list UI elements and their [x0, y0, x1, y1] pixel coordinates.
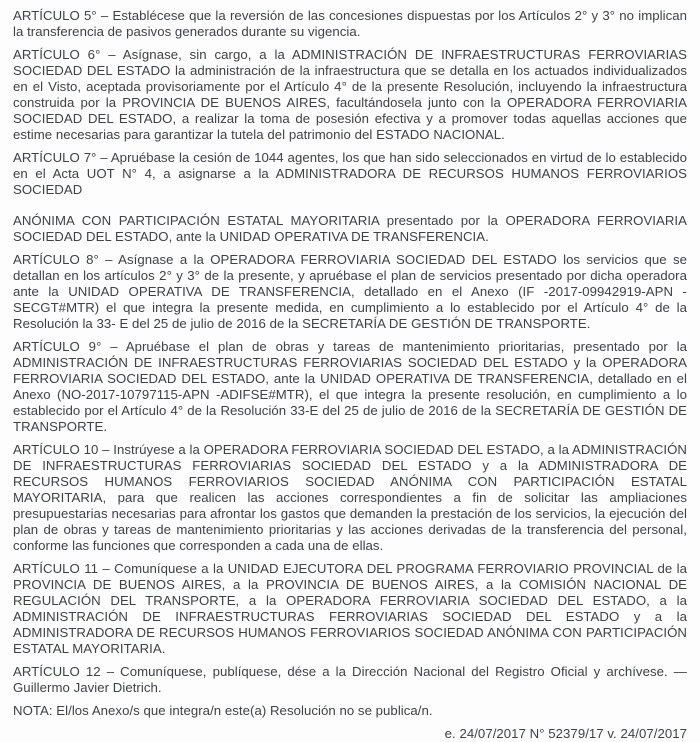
- paragraph-articulo-9: ARTÍCULO 9° – Apruébase el plan de obras y tareas de mantenimiento prioritarias, presentado por la ADMINISTRACIÓN DE INFRAESTRUCTURAS FERROVIARIAS SOCIEDAD DEL ESTADO y la OPERADORA FERROVIARIA SOCIEDAD DEL ESTADO, ante la UNIDAD OPERATIVA DE TRANSFERENCIA, detallado en el Anexo (NO-2017-10797115-APN -ADIFSE#MTR), el que integra la presente resolución, en cumplimiento a lo establecido por el Artículo 4° de la Resolución 33-E del 25 de julio de 2016 de la SECRETARÍA DE GESTIÓN DE TRANSPORTE.: [13, 339, 687, 434]
- paragraph-articulo-8: ARTÍCULO 8° – Asígnase a la OPERADORA FERROVIARIA SOCIEDAD DEL ESTADO los servicios que se detallan en los artículos 2° y 3° de la presente, y apruébase el plan de servicios presentado por dicha operadora ante la UNIDAD OPERATIVA DE TRANSFERENCIA, detallado en el Anexo (IF -2017-09942919-APN -SECGT#MTR) el que integra la presente medida, en cumplimiento a lo establecido por el Artículo 4° de la Resolución la 33- E del 25 de julio de 2016 de la SECRETARÍA DE GESTIÓN DE TRANSPORTE.: [13, 252, 687, 331]
- paragraph-articulo-10: ARTÍCULO 10 – Instrúyese a la OPERADORA FERROVIARIA SOCIEDAD DEL ESTADO, a la ADMINISTRACIÓN DE INFRAESTRUCTURAS FERROVIARIAS SOCIEDAD DEL ESTADO y a la ADMINISTRADORA DE RECURSOS HUMANOS FERROVIARIOS SOCIEDAD ANÓNIMA CON PARTICIPACIÓN ESTATAL MAYORITARIA, para que realicen las acciones correspondientes a fin de solicitar las ampliaciones presupuestarias necesarias para afrontar los gastos que demanden la prestación de los servicios, la ejecución del plan de obras y tareas de mantenimiento prioritarias y las acciones derivadas de la transferencia del personal, conforme las funciones que corresponden a cada una de ellas.: [13, 442, 687, 553]
- paragraph-articulo-5: ARTÍCULO 5° – Establécese que la reversión de las concesiones dispuestas por los Artículos 2° y 3° no implican la transferencia de pasivos generados durante su vigencia.: [13, 8, 687, 39]
- paragraph-articulo-11: ARTÍCULO 11 – Comuníquese a la UNIDAD EJECUTORA DEL PROGRAMA FERROVIARIO PROVINCIAL de la PROVINCIA DE BUENOS AIRES, a la PROVINCIA DE BUENOS AIRES, a la COMISIÓN NACIONAL DE REGULACIÓN DEL TRANSPORTE, a la OPERADORA FERROVIARIA SOCIEDAD DEL ESTADO, a la ADMINISTRACIÓN DE INFRAESTRUCTURAS FERROVIARIAS SOCIEDAD DEL ESTADO y a la ADMINISTRADORA DE RECURSOS HUMANOS FERROVIARIOS SOCIEDAD ANÓNIMA CON PARTICIPACIÓN ESTATAL MAYORITARIA.: [13, 561, 687, 656]
- paragraph-articulo-12: ARTÍCULO 12 – Comuníquese, publíquese, dése a la Dirección Nacional del Registro Oficial y archívese. — Guillermo Javier Dietrich.: [13, 664, 687, 695]
- paragraph-articulo-6: ARTÍCULO 6° – Asígnase, sin cargo, a la ADMINISTRACIÓN DE INFRAESTRUCTURAS FERROVIARIAS SOCIEDAD DEL ESTADO la administración de la infraestructura que se detalla en los actuados individualizados en el Visto, aceptada provisoriamente por el Artículo 4° de la presente Resolución, incluyendo la infraestructura construida por la PROVINCIA DE BUENOS AIRES, facultándosela junto con la OPERADORA FERROVIARIA SOCIEDAD DEL ESTADO, a realizar la toma de posesión efectiva y a promover todas aquellas acciones que estime necesarias para garantizar la tutela del patrimonio del ESTADO NACIONAL.: [13, 47, 687, 142]
- publication-date-line: e. 24/07/2017 N° 52379/17 v. 24/07/2017: [444, 726, 687, 741]
- paragraph-articulo-7: ARTÍCULO 7° – Apruébase la cesión de 1044 agentes, los que han sido seleccionados en virtud de lo establecido en el Acta UOT N° 4, a asignarse a la ADMINISTRADORA DE RECURSOS HUMANOS FERROVIARIOS SOCIEDAD: [13, 150, 687, 197]
- paragraph-nota: NOTA: El/los Anexo/s que integra/n este(a) Resolución no se publica/n.: [13, 703, 433, 718]
- paragraph-articulo-7-continuation: ANÓNIMA CON PARTICIPACIÓN ESTATAL MAYORITARIA presentado por la OPERADORA FERROVIARIA SOCIEDAD DEL ESTADO, ante la UNIDAD OPERATIVA DE TRANSFERENCIA.: [13, 213, 687, 244]
